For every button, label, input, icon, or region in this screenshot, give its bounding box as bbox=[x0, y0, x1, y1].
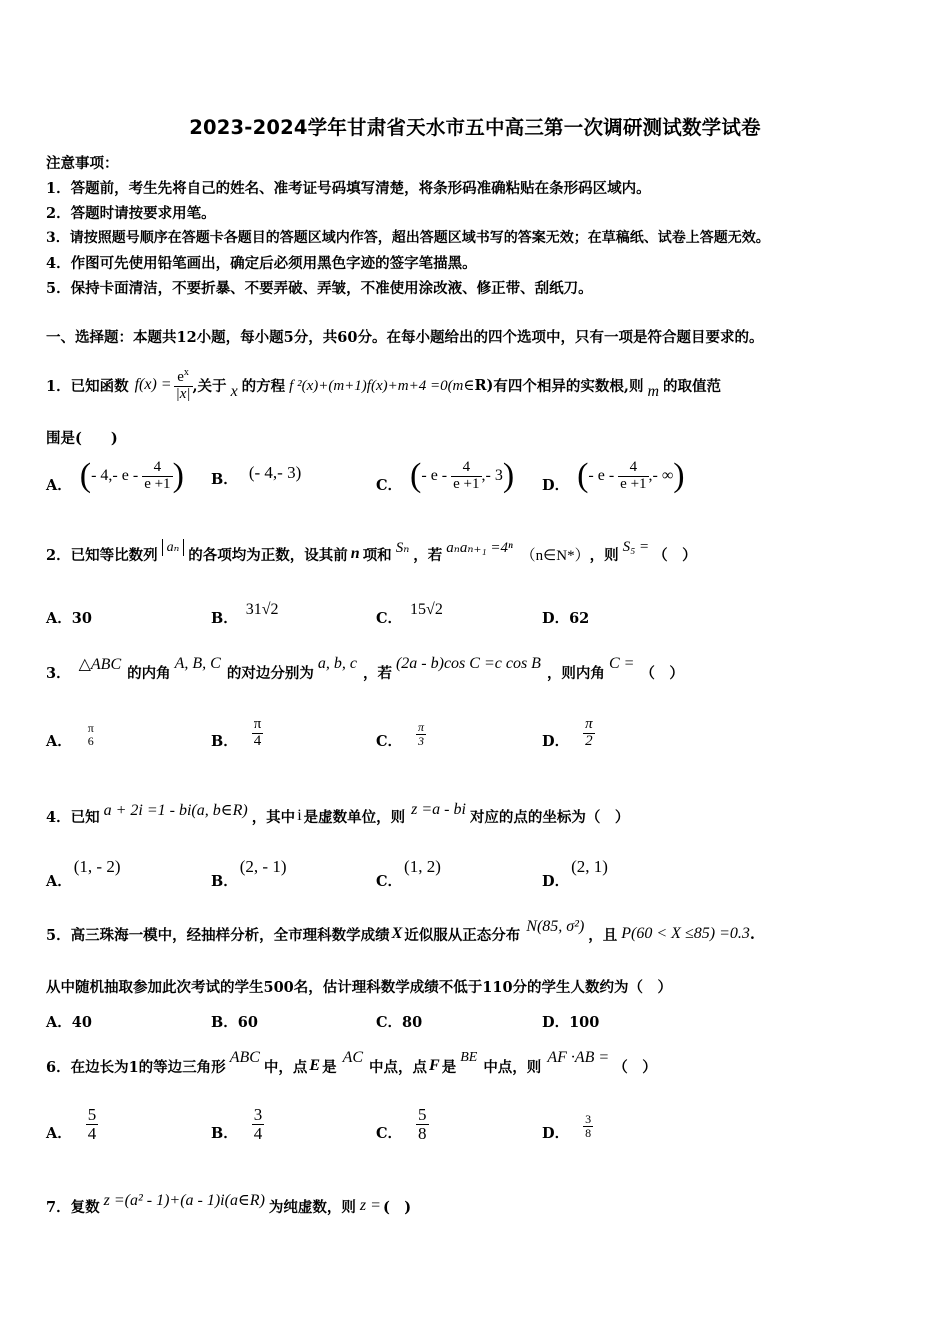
q1-c-left: - e - bbox=[421, 467, 448, 484]
q1-a-den: e +1 bbox=[144, 475, 171, 492]
q4-condition: a + 2i =1 - bi(a, b∈R) bbox=[103, 802, 248, 819]
q1-d-num: 4 bbox=[629, 458, 638, 475]
q3-a-num: π bbox=[87, 720, 94, 735]
q4-text: ，其中 bbox=[251, 808, 296, 826]
q2-text: 项和 bbox=[362, 546, 392, 564]
q5-option-c: C．80 bbox=[376, 1014, 423, 1031]
q6-ac: AC bbox=[342, 1049, 364, 1066]
q1-eq-r: R) bbox=[474, 376, 494, 394]
q4-c-value: (1, 2) bbox=[404, 857, 441, 876]
option-label: B． bbox=[211, 873, 238, 890]
q3-d-num: π bbox=[585, 716, 593, 733]
q3-c-num: π bbox=[418, 720, 425, 735]
q3-b-num: π bbox=[253, 716, 262, 733]
question-1-stem bbox=[46, 360, 721, 410]
q1-a-num: 4 bbox=[153, 458, 162, 475]
q1-var: x bbox=[230, 383, 238, 400]
option-label: C． bbox=[376, 733, 403, 750]
question-6-stem bbox=[46, 1048, 657, 1084]
q4-text: 4．已知 bbox=[46, 808, 100, 826]
q3-angles: A, B, C bbox=[174, 655, 221, 672]
q2-option-b bbox=[211, 598, 279, 627]
q5-option-b: B．60 bbox=[211, 1014, 258, 1031]
notice-item: 5．保持卡面清洁，不要折暴、不要弄破、弄皱，不准使用涂改液、修正带、刮纸刀。 bbox=[46, 280, 593, 297]
option-label: D． bbox=[542, 1125, 570, 1142]
q5-probability: P(60 < X ≤85) =0.3 bbox=[621, 925, 750, 942]
q2-a-value: 30 bbox=[71, 610, 92, 627]
q5-option-d: D．100 bbox=[542, 1014, 600, 1031]
q6-text: 中点，点 bbox=[369, 1058, 428, 1076]
q6-e: E bbox=[309, 1057, 321, 1074]
question-2-stem bbox=[46, 536, 697, 572]
q5-text-cont: 从中随机抽取参加此次考试的学生500名，估计理科数学成绩不低于110分的学生人数约为（ ） bbox=[46, 979, 673, 996]
q1-d-right: ,- ∞ bbox=[648, 467, 674, 484]
q2-sequence: aₙ bbox=[162, 539, 185, 556]
q6-text: 中，点 bbox=[263, 1058, 308, 1076]
option-label: B． bbox=[211, 1125, 238, 1142]
q1-fraction bbox=[174, 368, 193, 403]
q4-d-value: (2, 1) bbox=[571, 857, 608, 876]
q3-text: （ ） bbox=[640, 664, 684, 682]
q3-condition: (2a - b)cos C =c cos B bbox=[395, 655, 541, 672]
q2-s5: S₅ = bbox=[622, 538, 650, 555]
q1-num-sup: x bbox=[183, 366, 189, 378]
option-label: C． bbox=[376, 873, 403, 890]
option-label: D． bbox=[542, 476, 570, 494]
q6-option-d bbox=[542, 1110, 593, 1143]
option-label: A． bbox=[46, 733, 72, 750]
q3-option-b bbox=[211, 716, 263, 751]
q2-condition-domain: （n∈N*） bbox=[520, 547, 590, 564]
option-label: D． bbox=[542, 733, 570, 750]
q5-x: X bbox=[391, 925, 403, 942]
q1-num: e bbox=[177, 368, 184, 385]
q6-option-b bbox=[211, 1106, 264, 1143]
q6-be: BE bbox=[460, 1050, 478, 1065]
q2-text: 的各项均为正数，设其前 bbox=[188, 546, 348, 564]
option-label: A． bbox=[46, 610, 72, 627]
question-5-stem bbox=[46, 916, 755, 952]
q1-var-m: m bbox=[647, 383, 660, 400]
q1-text: ,关于 bbox=[192, 377, 227, 395]
q6-b-den: 4 bbox=[253, 1124, 263, 1143]
q1-den: |x| bbox=[175, 385, 191, 402]
q7-text: 为纯虚数，则 bbox=[268, 1198, 356, 1216]
option-label: B． bbox=[211, 610, 238, 627]
q6-option-a bbox=[46, 1106, 98, 1143]
option-label: B． bbox=[211, 471, 238, 488]
q2-c-value: 15√2 bbox=[410, 601, 443, 618]
q1-equation: f ²(x)+(m+1)f(x)+m+4 =0(m∈ bbox=[289, 377, 475, 394]
q3-triangle: △ABC bbox=[78, 656, 122, 673]
q3-option-d bbox=[542, 716, 595, 751]
option-label: A． bbox=[46, 873, 72, 890]
q1-a-left: - 4,- e - bbox=[91, 467, 139, 484]
q2-text: ，若 bbox=[413, 546, 443, 564]
q5-distribution: N(85, σ²) bbox=[526, 918, 585, 935]
section-heading: 一、选择题：本题共12小题，每小题5分，共60分。在每小题给出的四个选项中，只有一项是符合题目要求的。 bbox=[46, 329, 764, 346]
q7-z: z = bbox=[359, 1197, 381, 1214]
q1-option-b bbox=[211, 462, 302, 488]
q7-text: 7．复数 bbox=[46, 1198, 100, 1216]
q6-d-num: 3 bbox=[585, 1112, 592, 1127]
q1-function: f(x) = bbox=[134, 376, 172, 393]
q2-d-value: 62 bbox=[569, 610, 590, 627]
q6-c-den: 8 bbox=[418, 1124, 427, 1143]
q1-d-value: ( - e - $\frac{4}{e +1}$ ,- ∞ ) bbox=[577, 457, 685, 494]
q3-text: 3． bbox=[46, 664, 71, 682]
q2-condition: aₙaₙ₊₁ =4ⁿ bbox=[446, 539, 513, 556]
question-4-stem bbox=[46, 798, 629, 834]
q6-text: 是 bbox=[322, 1058, 337, 1076]
q1-c-num: 4 bbox=[462, 458, 471, 475]
q4-z: z =a - bi bbox=[411, 801, 466, 818]
option-label: D． bbox=[542, 873, 570, 890]
q4-option-d bbox=[542, 856, 608, 890]
q4-text: 对应的点的坐标为（ ） bbox=[469, 808, 630, 826]
option-label: C． bbox=[376, 1125, 403, 1142]
q1-c-value: ( - e - $\frac{4}{e +1}$ ,- 3 ) bbox=[410, 457, 515, 494]
q6-text: 是 bbox=[441, 1058, 457, 1076]
q1-text: 的取值范 bbox=[663, 377, 722, 395]
notice-item: 3．请按照题号顺序在答题卡各题目的答题区域内作答，超出答题区域书写的答案无效；在草稿纸、试卷上答题无效。 bbox=[46, 230, 770, 246]
q1-text: 1．已知函数 bbox=[46, 377, 129, 395]
option-label: A． bbox=[46, 1125, 72, 1142]
q3-text: ，若 bbox=[362, 664, 392, 682]
question-7-stem bbox=[46, 1188, 411, 1224]
q2-option-a bbox=[46, 598, 92, 627]
q4-text: 是虚数单位，则 bbox=[303, 808, 406, 826]
q3-text: ，则内角 bbox=[546, 664, 605, 682]
q5-text: . bbox=[749, 925, 755, 943]
q3-text: 的对边分别为 bbox=[226, 664, 314, 682]
option-label: C． bbox=[376, 610, 403, 627]
q1-c-den: e +1 bbox=[453, 475, 480, 492]
q6-a-num: 5 bbox=[87, 1105, 97, 1125]
q6-triangle: ABC bbox=[229, 1049, 260, 1066]
q1-b-value: (- 4,- 3) bbox=[248, 463, 302, 482]
q1-c-right: ,- 3 bbox=[481, 467, 503, 484]
exam-title: 2023-2024学年甘肃省天水市五中高三第一次调研测试数学试卷 bbox=[189, 116, 761, 139]
q4-b-value: (2, - 1) bbox=[239, 857, 287, 876]
notice-item: 2．答题时请按要求用笔。 bbox=[46, 205, 216, 222]
option-label: C． bbox=[376, 476, 403, 494]
q6-b-num: 3 bbox=[253, 1105, 263, 1125]
q4-option-a bbox=[46, 856, 121, 890]
q6-dot-product: AF ·AB = bbox=[547, 1049, 610, 1066]
q6-text: 中点，则 bbox=[483, 1058, 542, 1076]
q3-b-den: 4 bbox=[253, 733, 262, 749]
q5-text: 5．高三珠海一模中，经抽样分析，全市理科数学成绩 bbox=[46, 926, 390, 944]
q6-d-den: 8 bbox=[585, 1126, 592, 1140]
q2-text: （ ） bbox=[653, 546, 697, 564]
q4-option-b bbox=[211, 856, 287, 890]
q2-text: ，则 bbox=[589, 546, 619, 564]
q3-a-den: 6 bbox=[87, 733, 94, 748]
q4-a-value: (1, - 2) bbox=[73, 857, 121, 876]
q3-option-c bbox=[376, 718, 426, 751]
notice-heading: 注意事项： bbox=[46, 155, 119, 172]
q6-text: 6．在边长为1的等边三角形 bbox=[46, 1058, 226, 1076]
q3-angle-c: C = bbox=[608, 655, 635, 672]
option-label: B． bbox=[211, 733, 238, 750]
q6-option-c bbox=[376, 1106, 429, 1143]
q3-sides: a, b, c bbox=[317, 655, 357, 672]
q7-text: ( ) bbox=[382, 1198, 412, 1216]
q3-d-den: 2 bbox=[585, 733, 593, 749]
notice-item: 1．答题前，考生先将自己的姓名、准考证号码填写清楚，将条形码准确粘贴在条形码区域内。 bbox=[46, 180, 651, 197]
option-label: A． bbox=[46, 476, 72, 494]
q2-sn: Sₙ bbox=[395, 539, 410, 556]
q6-a-den: 4 bbox=[87, 1124, 97, 1143]
q1-text-cont: 围是( ) bbox=[46, 430, 118, 447]
q1-d-left: - e - bbox=[588, 467, 615, 484]
q4-i: i bbox=[297, 807, 302, 824]
q6-text: （ ） bbox=[613, 1058, 657, 1076]
q1-text: 的方程 bbox=[241, 377, 286, 395]
q3-text: 的内角 bbox=[127, 664, 171, 682]
q2-text: 2．已知等比数列 bbox=[46, 546, 158, 564]
q1-text: 有四个相异的实数根,则 bbox=[493, 377, 644, 395]
q6-c-num: 5 bbox=[418, 1105, 427, 1125]
q2-b-value: 31√2 bbox=[245, 601, 279, 618]
q2-n: n bbox=[350, 545, 360, 562]
question-3-stem bbox=[46, 654, 684, 690]
notice-item: 4．作图可先使用铅笔画出，确定后必须用黑色字迹的签字笔描黑。 bbox=[46, 255, 477, 272]
q7-expression: z =(a² - 1)+(a - 1)i(a∈R) bbox=[103, 1192, 265, 1209]
q2-option-d bbox=[542, 598, 590, 627]
q1-option-c bbox=[376, 450, 514, 502]
q2-option-c bbox=[376, 598, 443, 627]
q1-option-a bbox=[46, 450, 184, 502]
q1-d-den: e +1 bbox=[620, 475, 647, 492]
q3-option-a bbox=[46, 718, 96, 751]
q4-option-c bbox=[376, 856, 441, 890]
q5-text: ，且 bbox=[588, 926, 618, 944]
q3-c-den: 3 bbox=[418, 734, 425, 748]
q5-text: 近似服从正态分布 bbox=[404, 926, 521, 944]
option-label: D． bbox=[542, 610, 570, 627]
q5-option-a: A．40 bbox=[46, 1014, 92, 1031]
q1-option-d bbox=[542, 450, 685, 502]
q1-a-value: ( - 4,- e - $\frac{4}{e +1}$ ) bbox=[79, 457, 184, 494]
q6-f: F bbox=[429, 1057, 440, 1074]
